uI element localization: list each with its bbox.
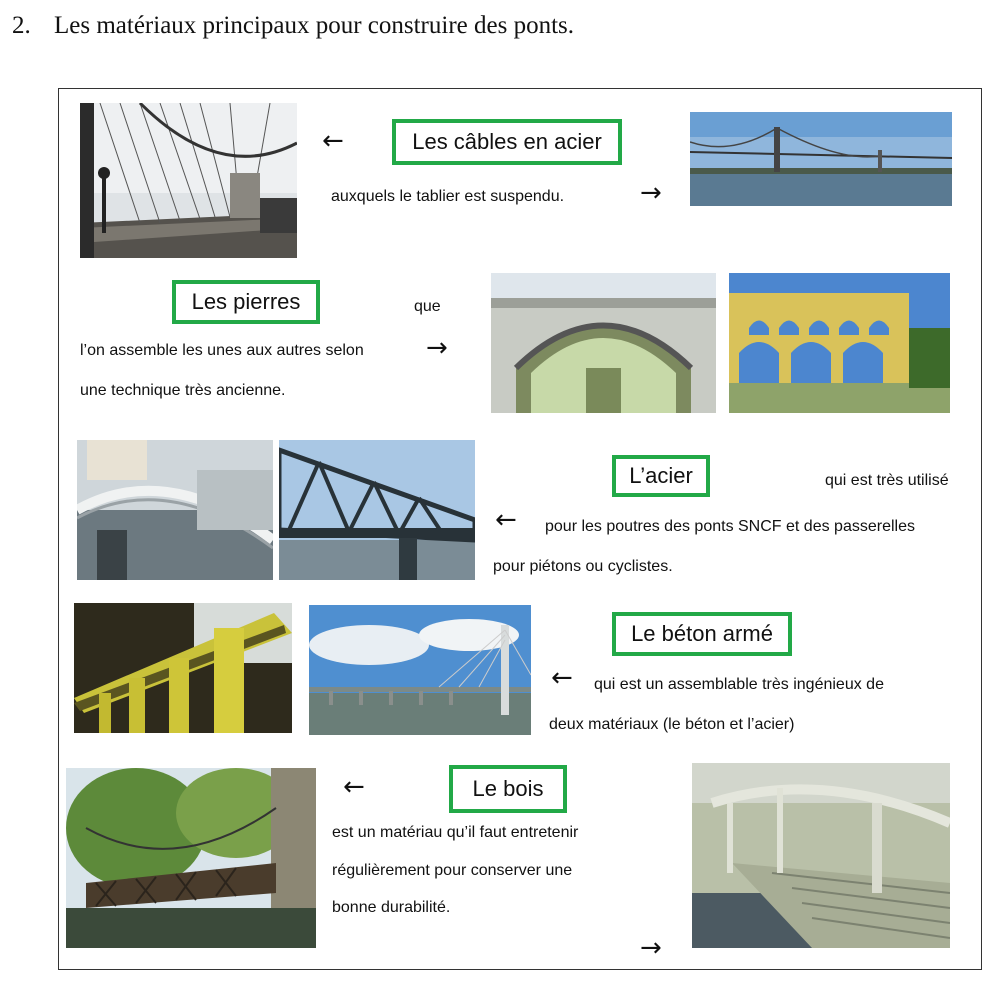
concrete-viaduct-photo <box>74 603 292 733</box>
text-acier-line-2: pour les poutres des ponts SNCF et des passerelles <box>545 518 915 535</box>
right-arrow-icon: → <box>640 933 662 963</box>
text-bois-line-1: est un matériau qu’il faut entretenir <box>332 824 579 841</box>
steel-footbridge-photo <box>77 440 273 580</box>
text-beton-line-1: qui est un assemblable très ingénieux de <box>594 676 884 693</box>
heading-text: Les matériaux principaux pour construire des ponts. <box>54 12 574 39</box>
cable-stayed-bridge-photo <box>309 605 531 735</box>
suspension-bridge-deck-photo <box>80 103 297 258</box>
suspension-bridge-river-photo <box>690 112 952 206</box>
text-pierres-line-2: l’on assemble les unes aux autres selon <box>80 342 364 359</box>
aqueduct-bridge-photo <box>729 273 950 413</box>
text-bois-line-3: bonne durabilité. <box>332 899 451 916</box>
label-les-pierres: Les pierres <box>172 280 320 324</box>
label-le-beton-arme: Le béton armé <box>612 612 792 656</box>
left-arrow-icon: ← <box>551 663 573 693</box>
right-arrow-icon: → <box>426 333 448 363</box>
section-heading <box>12 12 574 40</box>
text-acier-line-3: pour piétons ou cyclistes. <box>493 558 673 575</box>
wooden-footbridge-photo <box>692 763 950 948</box>
steel-truss-bridge-photo <box>279 440 475 580</box>
text-acier-line-1: qui est très utilisé <box>825 472 949 489</box>
left-arrow-icon: ← <box>495 505 517 535</box>
text-beton-line-2: deux matériaux (le béton et l’acier) <box>549 716 795 733</box>
heading-number: 2. <box>12 12 31 39</box>
text-cables-line-1: auxquels le tablier est suspendu. <box>331 188 565 205</box>
left-arrow-icon: ← <box>343 772 365 802</box>
text-pierres-line-3: une technique très ancienne. <box>80 382 286 399</box>
stone-arch-bridge-photo <box>491 273 716 413</box>
wooden-suspension-bridge-photo <box>66 768 316 948</box>
left-arrow-icon: ← <box>322 126 344 156</box>
label-le-bois: Le bois <box>449 765 567 813</box>
right-arrow-icon: → <box>640 178 662 208</box>
label-cables-en-acier: Les câbles en acier <box>392 119 622 165</box>
label-l-acier: L’acier <box>612 455 710 497</box>
text-bois-line-2: régulièrement pour conserver une <box>332 862 573 879</box>
text-pierres-line-1: que <box>414 298 441 315</box>
